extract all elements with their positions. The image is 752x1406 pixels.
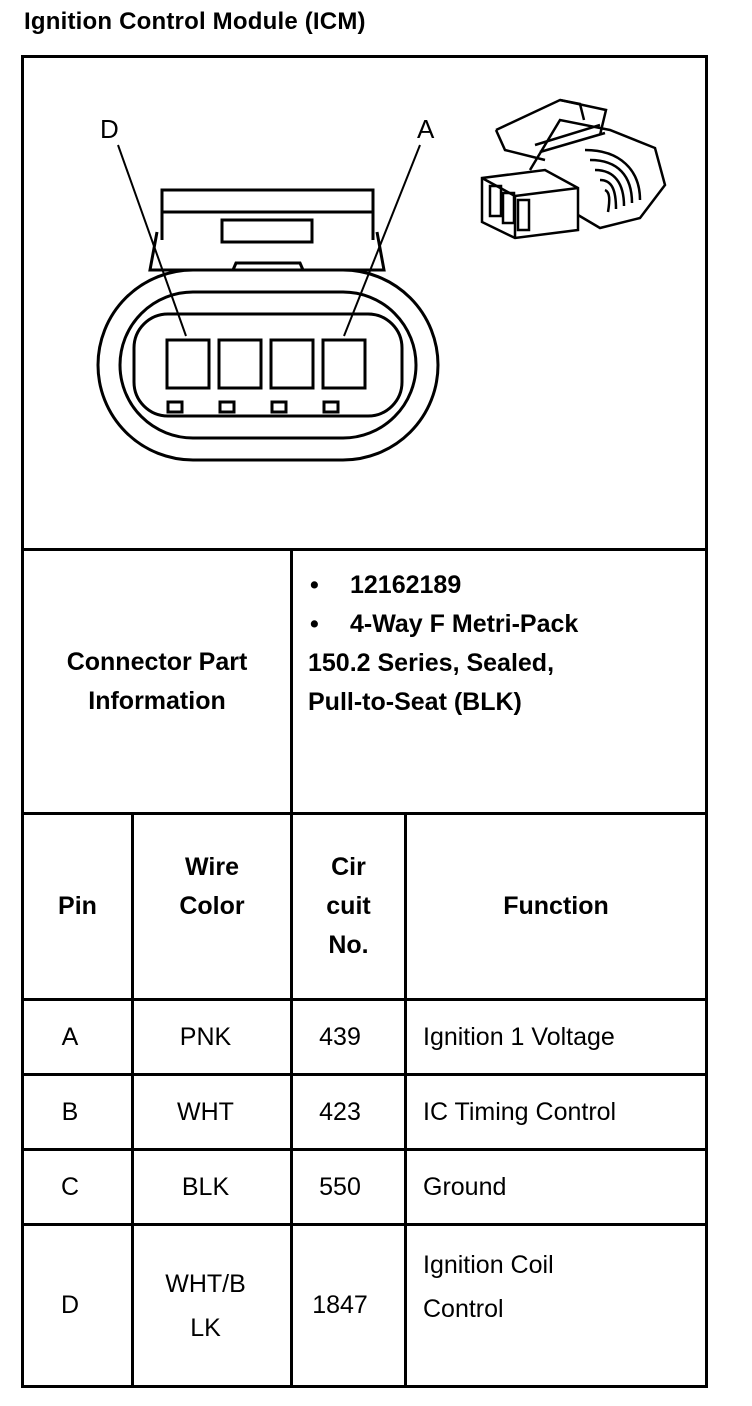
row-c-wire-color: BLK (181, 1172, 230, 1201)
header-wire-color (134, 815, 290, 998)
row-d-pin: D (60, 1291, 80, 1319)
row-d-circuit: 1847 (312, 1291, 368, 1319)
header-circuit-number (293, 815, 404, 998)
connector-3d-thumbnail (482, 100, 665, 238)
row-d-wire-color-line2: LK (190, 1313, 221, 1342)
row-a-wire-color: PNK (179, 1022, 232, 1051)
bullet-item-part-number (308, 566, 708, 605)
leader-line-a (344, 145, 420, 336)
connector-description-line2: Pull-to-Seat (BLK) (308, 688, 522, 716)
row-b-pin: B (61, 1097, 79, 1126)
header-wire-color-line2: Color (179, 891, 245, 920)
pin-label-a: A (417, 114, 435, 144)
row-a-pin: A (61, 1022, 79, 1051)
col-divider-info (290, 548, 293, 815)
connector-description-line1: 150.2 Series, Sealed, (308, 649, 555, 677)
page-title: Ignition Control Module (ICM) (24, 8, 366, 35)
row-c-circuit: 550 (319, 1172, 361, 1201)
bullet-symbol: • (310, 571, 319, 599)
connector-diagram (0, 0, 752, 548)
row-c-pin: C (60, 1172, 80, 1201)
row-b-wire-color: WHT (177, 1097, 234, 1126)
row-a-function: Ignition 1 Voltage (423, 1022, 615, 1051)
row-d-wire-color-line1: WHT/B (165, 1269, 246, 1298)
row-c-function: Ground (423, 1172, 507, 1201)
connector-type: 4-Way F Metri-Pack (350, 610, 579, 638)
part-number: 12162189 (350, 571, 462, 599)
header-wire-color-line1: Wire (185, 852, 239, 881)
row-a-circuit: 439 (319, 1022, 361, 1051)
connector-part-label (24, 551, 290, 812)
header-circuit-line3: No. (328, 931, 369, 959)
row-d-function-line1: Ignition Coil (423, 1250, 554, 1279)
bullet-item-connector-type (308, 605, 708, 644)
row-b-circuit: 423 (319, 1097, 361, 1126)
frame-bottom (21, 1385, 708, 1388)
row-d-function (407, 1226, 705, 1385)
row-d-function-line2: Control (423, 1294, 504, 1323)
connector-part-details (308, 566, 708, 722)
header-pin: Pin (58, 892, 97, 920)
pin-label-d: D (100, 114, 119, 144)
row-d-wire-color (134, 1226, 277, 1385)
header-circuit-line2: cuit (326, 892, 371, 920)
leader-line-d (118, 145, 186, 336)
connector-part-label-line1: Connector Part (66, 647, 248, 676)
bullet-symbol: • (310, 610, 319, 638)
header-function: Function (503, 892, 609, 920)
connector-part-label-line2: Information (88, 686, 226, 715)
header-circuit-line1: Cir (331, 853, 366, 881)
row-b-function: IC Timing Control (423, 1097, 617, 1126)
